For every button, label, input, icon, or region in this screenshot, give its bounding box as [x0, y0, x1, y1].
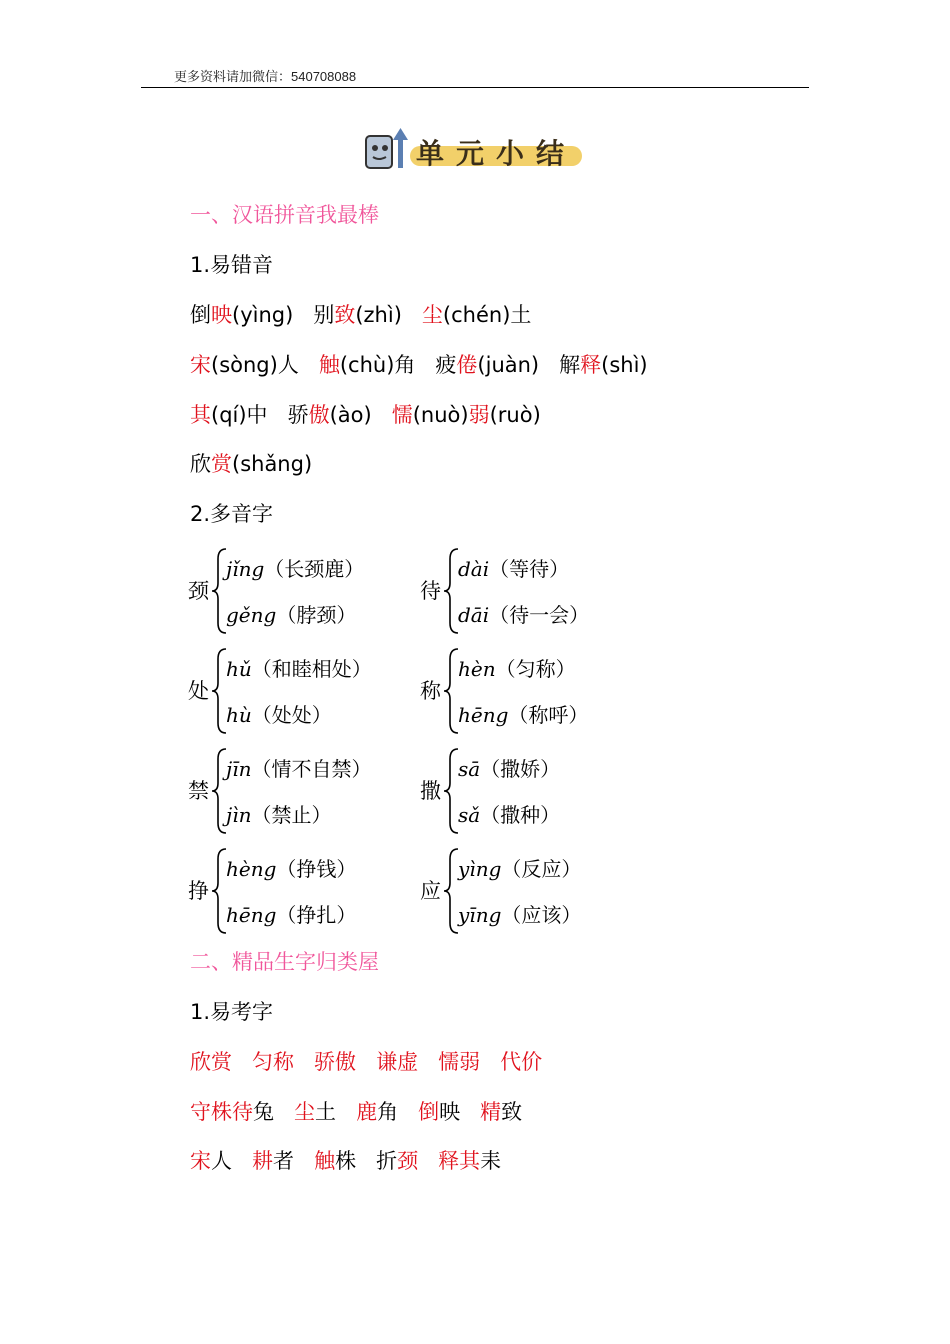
polyphone-reading — [458, 599, 589, 628]
example-word: （撒娇） — [480, 757, 561, 781]
word-segment: 尘 — [294, 1100, 316, 1124]
pinyin-segment: (yìng) 别 — [232, 303, 335, 327]
polyphone-reading — [458, 853, 581, 882]
word-segment: 角 — [377, 1100, 419, 1124]
word-segment: 耕 — [252, 1149, 274, 1173]
unit-summary-banner — [358, 124, 582, 172]
polyphone-char: 处 — [188, 679, 209, 703]
pinyin-row — [190, 351, 648, 379]
polyphone-reading — [226, 599, 356, 628]
pinyin-segment: 宋 — [190, 353, 211, 377]
example-word: （挣扎） — [276, 903, 357, 927]
header-number: 540708088 — [291, 69, 357, 84]
section1-sub1: 1.易错音 — [190, 253, 274, 277]
pinyin-segment: 释 — [580, 353, 602, 377]
polyphone-char: 待 — [420, 579, 441, 603]
section2-sub1: 1.易考字 — [190, 1000, 274, 1024]
example-word: （匀称） — [495, 657, 576, 681]
header-label: 更多资料请加微信： — [174, 70, 292, 85]
polyphone-reading — [226, 899, 356, 928]
polyphone-char: 挣 — [188, 879, 209, 903]
pinyin-text: sǎ — [458, 803, 481, 827]
pinyin-segment: (zhì) — [355, 303, 422, 327]
polyphone-reading — [458, 653, 576, 682]
pinyin-segment: 弱 — [468, 403, 490, 427]
page-header — [174, 66, 356, 85]
pinyin-text: jìn — [226, 803, 252, 827]
polyphone-char: 应 — [420, 879, 441, 903]
pinyin-segment: 尘 — [421, 303, 443, 327]
word-segment: 土 — [315, 1100, 357, 1124]
polyphone-char: 禁 — [188, 779, 209, 803]
pinyin-text: hǔ — [226, 657, 252, 681]
pinyin-segment: 懦 — [391, 403, 413, 427]
pinyin-text: sā — [458, 757, 481, 781]
book-mascot-icon — [358, 124, 408, 172]
polyphone-reading — [458, 553, 569, 582]
pinyin-text: yīng — [458, 903, 502, 927]
example-word: （和睦相处） — [251, 657, 372, 681]
pinyin-text: dāi — [458, 603, 490, 627]
word-row — [190, 1048, 542, 1076]
example-word: （禁止） — [251, 803, 332, 827]
pinyin-segment: (sòng)人 — [211, 353, 319, 377]
word-segment: 宋 — [190, 1149, 211, 1173]
pinyin-segment: 致 — [334, 303, 356, 327]
pinyin-text: yìng — [458, 857, 502, 881]
word-segment: 株 折 — [335, 1149, 398, 1173]
section2-title: 二、精品生字归类屋 — [190, 950, 379, 974]
pinyin-text: hēng — [458, 703, 509, 727]
polyphone-char: 称 — [420, 679, 441, 703]
pinyin-segment: (ruò) — [489, 403, 541, 427]
word-segment: 精 — [480, 1100, 502, 1124]
pinyin-segment: (chù)角 疲 — [339, 353, 457, 377]
word-segment: 守株待 — [190, 1100, 253, 1124]
polyphone-reading — [226, 553, 364, 582]
pinyin-text: hù — [226, 703, 252, 727]
pinyin-segment: 傲 — [308, 403, 330, 427]
word-segment: 致 — [501, 1100, 523, 1124]
pinyin-text: hèn — [458, 657, 496, 681]
word-segment: 欣赏 匀称 骄傲 谦虚 懦弱 代价 — [190, 1050, 543, 1074]
polyphone-reading — [458, 753, 560, 782]
section1-sub2: 2.多音字 — [190, 502, 274, 526]
example-word: （待一会） — [489, 603, 590, 627]
example-word: （等待） — [489, 557, 570, 581]
polyphone-reading — [226, 653, 372, 682]
example-word: （脖颈） — [276, 603, 357, 627]
pinyin-text: hèng — [226, 857, 277, 881]
pinyin-segment: (qí)中 骄 — [211, 403, 309, 427]
word-row — [190, 1098, 522, 1126]
word-row — [190, 1147, 501, 1175]
polyphone-reading — [226, 753, 371, 782]
pinyin-segment: 映 — [211, 303, 232, 327]
pinyin-text: gěng — [226, 603, 277, 627]
pinyin-segment: 倦 — [456, 353, 478, 377]
polyphone-char: 撒 — [420, 779, 441, 803]
pinyin-segment: 倒 — [190, 303, 211, 327]
example-word: （长颈鹿） — [264, 557, 365, 581]
example-word: （应该） — [501, 903, 582, 927]
word-segment: 耒 — [480, 1149, 502, 1173]
pinyin-segment: (shì) — [601, 353, 648, 377]
pinyin-segment: 触 — [318, 353, 340, 377]
pinyin-segment: 欣 — [190, 452, 211, 476]
pinyin-text: hēng — [226, 903, 277, 927]
pinyin-segment: (shǎng) — [232, 452, 313, 476]
example-word: （处处） — [251, 703, 332, 727]
word-segment: 倒 — [418, 1100, 440, 1124]
example-word: （挣钱） — [276, 857, 357, 881]
polyphone-reading — [226, 853, 356, 882]
word-segment: 颈 — [397, 1149, 419, 1173]
example-word: （撒种） — [480, 803, 561, 827]
word-segment: 人 — [211, 1149, 253, 1173]
pinyin-segment: (chén)土 — [442, 303, 532, 327]
polyphone-reading — [458, 799, 560, 828]
polyphone-reading — [458, 899, 581, 928]
pinyin-row — [190, 401, 541, 429]
example-word: （情不自禁） — [251, 757, 372, 781]
polyphone-reading — [226, 699, 332, 728]
polyphone-reading — [458, 699, 588, 728]
pinyin-segment: (nuò) — [412, 403, 469, 427]
pinyin-segment: 赏 — [211, 452, 232, 476]
word-segment: 兔 — [253, 1100, 295, 1124]
section1-title: 一、汉语拼音我最棒 — [190, 203, 379, 227]
word-segment: 鹿 — [356, 1100, 378, 1124]
example-word: （称呼） — [508, 703, 589, 727]
word-segment: 映 — [439, 1100, 481, 1124]
pinyin-segment: (ào) — [329, 403, 392, 427]
pinyin-segment: 其 — [190, 403, 211, 427]
pinyin-row — [190, 450, 312, 478]
polyphone-char: 颈 — [188, 579, 209, 603]
pinyin-row — [190, 301, 531, 329]
header-rule — [141, 87, 809, 88]
pinyin-segment: (juàn) 解 — [477, 353, 581, 377]
pinyin-text: jīn — [226, 757, 252, 781]
polyphone-reading — [226, 799, 331, 828]
pinyin-text: dài — [458, 557, 490, 581]
banner-title: 单元小结 — [416, 137, 577, 170]
example-word: （反应） — [501, 857, 582, 881]
word-segment — [418, 1149, 438, 1173]
word-segment: 释其 — [438, 1149, 481, 1173]
word-segment: 触 — [314, 1149, 336, 1173]
word-segment: 者 — [273, 1149, 315, 1173]
pinyin-text: jǐng — [226, 557, 265, 581]
